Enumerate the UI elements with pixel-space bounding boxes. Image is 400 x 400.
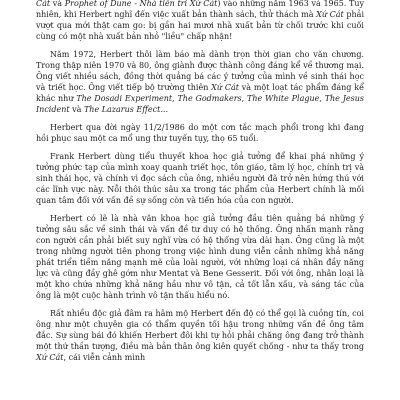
text-run: và [50, 0, 65, 8]
text-run: ) vào những năm 1963 và 1965. Tuy nhiên, khi Herbert nghĩ đến việc xuất bản thành sách, thử thách mà [36, 0, 365, 19]
text-run: Frank Herbert dùng tiểu thuyết khoa học giả tưởng để khai phá những ý tưởng phức tạp của mình xoay quanh triết học, tôn giáo, tâm lý học, chính trị và sinh thái học, và chính vì đọc sách của ông, nhiều người đã trở nên hứng thú với các lĩnh vực này. Nỗi thôi thúc sâu xa trong tác phẩm của Herbert chính là mối quan tâm đối với vấn đề sự sống còn và tiến hóa của con người. [36, 152, 364, 205]
text-run: ... [160, 105, 168, 114]
paragraph [36, 151, 364, 206]
paragraph [36, 49, 364, 115]
text-run: Rất nhiều độc giả đâm ra hâm mộ Herbert đến độ có thể gọi là cuồng tín, coi ông như một chuyên gia có thẩm quyền tối hậu trong những vấn đề ông tâm đắc. Sự sùng bái đó khiến Herbert đôi khi tự hỏi phải chăng ông đang trở thành một thứ thần tượng, điều mà bản thân ông kiên quyết chống - như ta thấy trong [36, 309, 364, 351]
italic-text-run: Prophet of Dune - Nhà tiên tri Xứ Cát [64, 0, 218, 8]
text-run: Herbert có lẽ là nhà văn khoa học giả tưởng đầu tiên quảng bá những ý tưởng sâu sắc về sinh thái và vấn đề tư duy có hệ thống. Ông nhấn mạnh rằng con người cần phải biết suy nghĩ vừa có hệ thống vừa dài hạn. Ông cũng là một trong những người tiên phong trong việc hình dung viễn cảnh những khả năng phát triển tiềm năng mạnh mẽ của loài người, với những loại cá nhân đầy năng lực và cũng đầy ghê gớm như Mentat và Bene Gesserit. Đối với ông, nhân loại là một kho chứa những khả năng hầu như vô tận, cả tốt lẫn xấu, và sáng tác của ông là một cuộc hành trình vô tận thấu hiểu nó. [36, 214, 364, 300]
italic-text-run: The Dosadi Experiment, The Godmakers, The White Plague, The Jesus Incident [36, 94, 364, 114]
paragraph [36, 0, 364, 42]
italic-text-run: Xứ Cát [316, 10, 344, 19]
paragraph [36, 122, 364, 144]
text-run: , cái viễn cảnh mình [63, 353, 146, 362]
italic-text-run: Xứ Cát [36, 353, 64, 362]
text-run: Năm 1972, Herbert thôi làm báo mà dành trọn thời gian cho văn chương. Trong thập niên 1970 và 80, ông giành được thành công đáng kể về thương mại. Ông viết nhiều sách, đồng thời quảng bá các ý tưởng của mình về sinh thái học và triết học. Ông viết tiếp bộ trường thiên [36, 50, 364, 92]
text-run: và [69, 105, 84, 114]
text-run: phải vượt qua mới thật cam go: bị gần hai mươi nhà xuất bản từ chối trước khi cuối cùng có một nhà xuất bản nhỏ "liều" chấp nhận! [36, 10, 364, 41]
italic-text-run: The Lazarus Effect [83, 105, 161, 114]
italic-text-run: Cát [36, 0, 51, 8]
paragraph [36, 308, 364, 363]
paragraph [36, 213, 364, 301]
text-run: Herbert qua đời ngày 11/2/1986 do một cơn tắc mạch phổi trong khi đang hồi phục sau một ca mổ ung thư tuyến tụy, thọ 65 tuổi. [36, 123, 364, 143]
italic-text-run: Xứ Cát [211, 83, 239, 92]
text-column [36, 0, 364, 370]
text-run: và một loạt tác phẩm đáng kể khác như [36, 83, 365, 103]
